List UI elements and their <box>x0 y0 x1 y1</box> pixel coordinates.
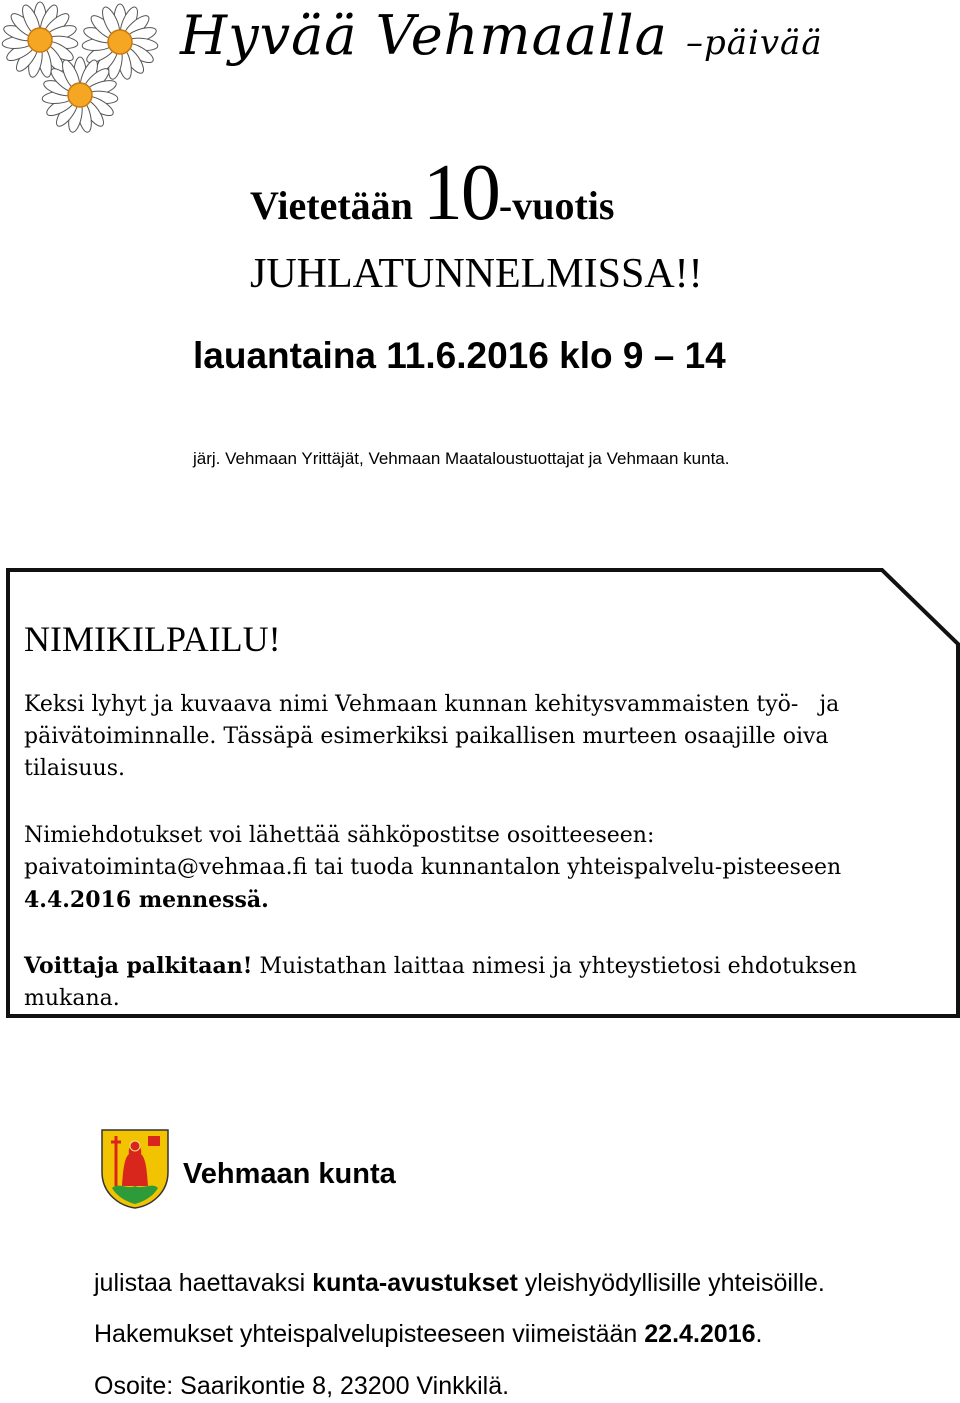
daisy-flowers-icon <box>0 0 175 135</box>
contest-title: NIMIKILPAILU! <box>24 619 281 659</box>
applications-deadline <box>94 1320 762 1349</box>
grants-prefix: julistaa haettavaksi <box>94 1269 313 1297</box>
grants-bold: kunta-avustukset <box>312 1269 518 1297</box>
municipality-address: Osoite: Saarikontie 8, 23200 Vinkkilä. <box>94 1372 510 1400</box>
banner-subtitle: –päivää <box>685 23 823 63</box>
banner-title <box>180 4 823 67</box>
event-date: lauantaina 11.6.2016 klo 9 – 14 <box>193 335 726 376</box>
applications-prefix: Hakemukset yhteispalvelupisteeseen viimeistään <box>94 1320 645 1348</box>
coat-of-arms-icon <box>100 1128 170 1210</box>
celebration-suffix: -vuotis <box>498 183 615 228</box>
contest-intro-line: tilaisuus. <box>24 756 125 781</box>
contest-intro <box>24 689 894 785</box>
contest-deadline: 4.4.2016 mennessä. <box>24 887 269 913</box>
celebration-line2: JUHLATUNNELMISSA!! <box>250 251 703 297</box>
applications-suffix: . <box>755 1320 763 1348</box>
grants-announcement <box>94 1269 825 1298</box>
municipality-name: Vehmaan kunta <box>183 1158 396 1190</box>
contest-intro-line: Keksi lyhyt ja kuvaava nimi Vehmaan kunnan kehitysvammaisten työ- ja <box>24 692 840 717</box>
celebration-number: 10 <box>422 149 499 237</box>
event-organizers: järj. Vehmaan Yrittäjät, Vehmaan Maataloustuottajat ja Vehmaan kunta. <box>193 449 730 468</box>
applications-date: 22.4.2016 <box>644 1320 756 1348</box>
celebration-prefix: Vietetään <box>250 183 413 228</box>
contest-submit-info <box>24 820 924 916</box>
contest-submit-text: Nimiehdotukset voi lähettää sähköpostitse osoitteeseen: paivatoiminta@vehmaa.fi tai tuoda kunnantalon yhteispalvelu-pisteeseen <box>24 823 842 880</box>
contest-winner-text: Muistathan laittaa nimesi ja yhteystietosi ehdotuksen mukana. <box>24 954 857 1011</box>
grants-suffix: yleishyödyllisille yhteisöille. <box>517 1269 825 1297</box>
contest-intro-line: päivätoiminnalle. Tässäpä esimerkiksi paikallisen murteen osaajille oiva <box>24 724 829 749</box>
banner-title-text: Hyvää Vehmaalla <box>180 4 668 67</box>
celebration-heading <box>250 148 615 239</box>
contest-winner-bold: Voittaja palkitaan! <box>24 953 253 979</box>
contest-winner-info <box>24 950 904 1015</box>
